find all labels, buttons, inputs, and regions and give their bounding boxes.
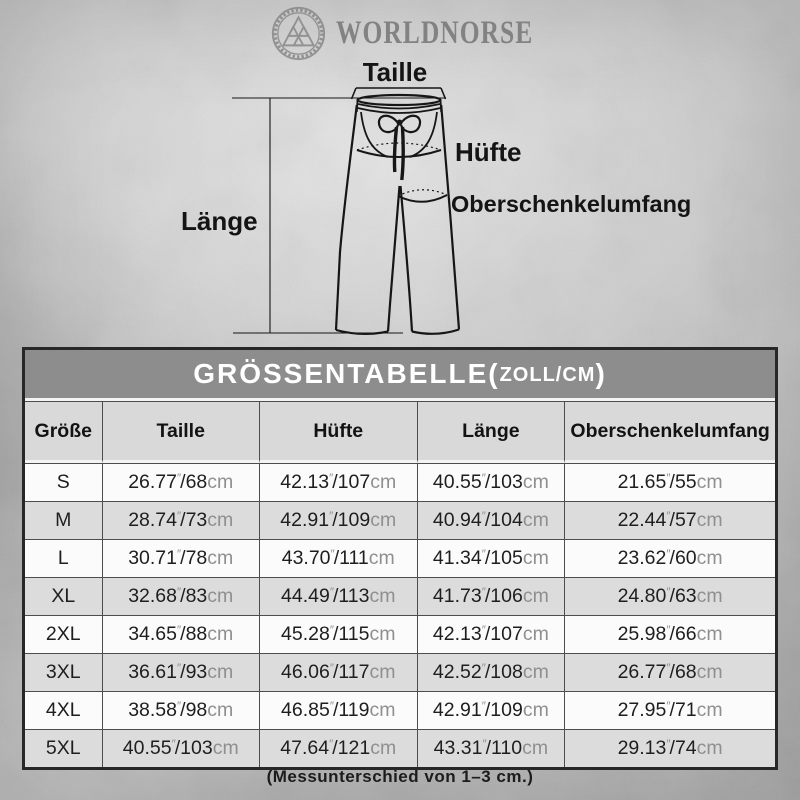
inch-value: 41.34: [432, 547, 482, 569]
inch-value: 43.31: [433, 737, 483, 759]
inch-mark: ″: [177, 699, 181, 713]
value-separator: /: [484, 547, 491, 569]
measure-cell: [259, 615, 417, 653]
cm-value: 117: [338, 661, 370, 683]
cm-value: 68: [674, 661, 697, 683]
measure-cell: [259, 729, 417, 767]
size-cell: XL: [25, 577, 102, 615]
measure-cell: [102, 501, 260, 539]
inch-value: 42.13: [280, 471, 330, 493]
cm-value: 71: [674, 699, 697, 721]
value-separator: /: [669, 471, 675, 493]
inch-value: 34.65: [128, 623, 178, 645]
inch-mark: ″: [171, 737, 175, 751]
inch-mark: ″: [481, 699, 485, 713]
inch-value: 22.44: [617, 509, 667, 531]
value-separator: /: [180, 509, 186, 531]
measure-cell: [259, 463, 417, 501]
cm-value: 93: [185, 661, 208, 683]
measure-cell: [417, 691, 565, 729]
inch-mark: ″: [666, 661, 670, 675]
table-row: [25, 539, 775, 577]
value-separator: /: [332, 623, 339, 645]
measure-cell: [102, 729, 260, 767]
size-table-panel: [22, 347, 778, 770]
table-row: [25, 653, 775, 691]
cm-value: 109: [490, 699, 523, 721]
inch-mark: ″: [329, 737, 333, 751]
inch-value: 42.13: [432, 623, 482, 645]
inch-mark: ″: [329, 623, 333, 637]
inch-value: 29.13: [617, 737, 667, 759]
cm-unit: cm: [369, 661, 396, 683]
measure-cell: [259, 501, 417, 539]
inch-value: 23.62: [617, 547, 667, 569]
cm-unit: cm: [207, 547, 234, 569]
cm-value: 60: [674, 547, 697, 569]
inch-mark: ″: [666, 509, 670, 523]
measure-cell: [259, 653, 417, 691]
table-row: [25, 577, 775, 615]
cm-value: 113: [338, 585, 370, 607]
size-table-body: [25, 463, 775, 767]
cm-unit: cm: [207, 661, 234, 683]
cm-value: 73: [185, 509, 208, 531]
cm-unit: cm: [696, 509, 723, 531]
cm-value: 110: [491, 737, 523, 759]
cm-value: 98: [185, 699, 208, 721]
inch-value: 28.74: [128, 509, 178, 531]
cm-value: 109: [337, 509, 371, 531]
column-header-thigh: Oberschenkelumfang: [564, 401, 775, 463]
cm-unit: cm: [522, 699, 549, 721]
inch-value: 25.98: [617, 623, 667, 645]
value-separator: /: [484, 509, 491, 531]
cm-unit: cm: [696, 623, 723, 645]
inch-value: 45.28: [281, 623, 330, 645]
inch-value: 42.91: [432, 699, 482, 721]
inch-value: 41.73: [432, 585, 482, 607]
cm-value: 78: [185, 547, 208, 569]
inch-value: 42.52: [432, 661, 482, 683]
cm-value: 88: [185, 623, 208, 645]
size-table: [25, 401, 775, 767]
cm-value: 106: [490, 585, 523, 607]
cm-value: 103: [490, 471, 523, 493]
inch-value: 30.71: [128, 547, 178, 569]
inch-mark: ″: [666, 699, 670, 713]
table-header-row: [25, 401, 775, 463]
cm-unit: cm: [696, 585, 723, 607]
inch-value: 32.68: [128, 585, 178, 607]
size-cell: 2XL: [25, 615, 102, 653]
value-separator: /: [484, 471, 491, 493]
thigh-girth-ellipse: [398, 190, 447, 202]
value-separator: /: [484, 585, 491, 607]
value-separator: /: [484, 661, 491, 683]
cm-unit: cm: [370, 509, 397, 531]
inch-value: 46.06: [281, 661, 330, 683]
size-cell: 3XL: [25, 653, 102, 691]
table-title-main: GRÖSSENTABELLE(: [193, 358, 500, 389]
inch-value: 42.91: [280, 509, 330, 531]
inch-mark: ″: [329, 509, 333, 523]
measure-cell: [564, 729, 775, 767]
waist-label: Taille: [362, 57, 428, 87]
measure-cell: [102, 691, 260, 729]
cm-unit: cm: [207, 699, 234, 721]
inch-value: 40.94: [432, 509, 482, 531]
cm-unit: cm: [696, 661, 723, 683]
value-separator: /: [669, 661, 675, 683]
measure-cell: [564, 539, 775, 577]
cm-unit: cm: [522, 737, 549, 759]
measure-cell: [259, 691, 417, 729]
inch-mark: ″: [481, 623, 485, 637]
inch-value: 47.64: [280, 737, 330, 759]
measure-cell: [417, 463, 565, 501]
cm-unit: cm: [207, 623, 234, 645]
measure-cell: [417, 653, 565, 691]
cm-unit: cm: [370, 471, 397, 493]
inch-mark: ″: [666, 737, 670, 751]
table-title-unit: ZOLL/CM: [499, 364, 596, 386]
cm-unit: cm: [212, 737, 239, 759]
inch-mark: ″: [329, 585, 333, 599]
inch-value: 36.61: [128, 661, 178, 683]
inch-mark: ″: [666, 585, 670, 599]
cm-value: 74: [674, 737, 697, 759]
cm-value: 107: [337, 471, 371, 493]
cm-unit: cm: [522, 661, 549, 683]
value-separator: /: [669, 509, 675, 531]
measure-cell: [564, 615, 775, 653]
cm-unit: cm: [370, 737, 397, 759]
inch-mark: ″: [177, 623, 181, 637]
column-header-hip: Hüfte: [259, 401, 417, 463]
inch-mark: ″: [481, 585, 485, 599]
measure-cell: [564, 501, 775, 539]
inch-mark: ″: [481, 471, 485, 485]
value-separator: /: [484, 623, 491, 645]
inch-mark: ″: [666, 623, 670, 637]
inch-value: 24.80: [617, 585, 667, 607]
value-separator: /: [332, 471, 338, 493]
measure-cell: [564, 577, 775, 615]
measure-cell: [564, 653, 775, 691]
cm-unit: cm: [369, 585, 396, 607]
cm-value: 68: [185, 471, 208, 493]
measure-cell: [102, 463, 260, 501]
measure-cell: [564, 691, 775, 729]
measure-cell: [417, 501, 565, 539]
column-header-length: Länge: [417, 401, 565, 463]
inch-mark: ″: [482, 737, 486, 751]
value-separator: /: [180, 623, 186, 645]
cm-unit: cm: [368, 547, 395, 569]
cm-unit: cm: [522, 623, 549, 645]
measure-cell: [102, 577, 260, 615]
inch-mark: ″: [666, 547, 670, 561]
value-separator: /: [332, 699, 339, 721]
cm-value: 119: [338, 699, 370, 721]
cm-value: 103: [180, 737, 213, 759]
cm-unit: cm: [207, 585, 234, 607]
cm-value: 83: [185, 585, 208, 607]
cm-value: 107: [490, 623, 523, 645]
size-cell: S: [25, 463, 102, 501]
table-row: [25, 501, 775, 539]
inch-value: 27.95: [617, 699, 667, 721]
inch-mark: ″: [481, 547, 485, 561]
cm-value: 111: [339, 547, 369, 569]
column-header-size: Größe: [25, 401, 102, 463]
pants-measurement-diagram: [0, 0, 800, 350]
inch-mark: ″: [329, 699, 333, 713]
table-title: [25, 350, 775, 401]
inch-value: 46.85: [281, 699, 330, 721]
measurement-disclaimer: (Messunterschied von 1–3 cm.): [266, 767, 534, 786]
value-separator: /: [484, 699, 491, 721]
inch-mark: ″: [481, 509, 485, 523]
table-row: [25, 691, 775, 729]
measure-cell: [417, 539, 565, 577]
inch-mark: ″: [329, 471, 333, 485]
cm-unit: cm: [696, 737, 723, 759]
value-separator: /: [485, 737, 492, 759]
cm-value: 108: [490, 661, 523, 683]
cm-value: 121: [337, 737, 371, 759]
thigh-label: Oberschenkelumfang: [451, 191, 692, 217]
value-separator: /: [669, 737, 675, 759]
inch-value: 26.77: [617, 661, 667, 683]
value-separator: /: [669, 699, 675, 721]
inch-mark: ″: [666, 471, 670, 485]
value-separator: /: [332, 509, 338, 531]
value-separator: /: [180, 547, 186, 569]
measure-cell: [102, 615, 260, 653]
table-row: [25, 615, 775, 653]
table-title-close: ): [595, 358, 607, 389]
column-header-waist: Taille: [102, 401, 260, 463]
value-separator: /: [332, 737, 338, 759]
inch-mark: ″: [177, 585, 181, 599]
cm-value: 104: [490, 509, 523, 531]
cm-unit: cm: [369, 699, 396, 721]
value-separator: /: [332, 585, 339, 607]
cm-value: 55: [674, 471, 697, 493]
length-label: Länge: [181, 206, 258, 236]
value-separator: /: [332, 661, 339, 683]
cm-value: 57: [674, 509, 697, 531]
measure-cell: [417, 577, 565, 615]
cm-unit: cm: [696, 699, 723, 721]
inch-mark: ″: [177, 661, 181, 675]
size-cell: 5XL: [25, 729, 102, 767]
brand-name: WORLDNORSE: [336, 15, 534, 51]
table-row: [25, 463, 775, 501]
size-cell: M: [25, 501, 102, 539]
measure-cell: [259, 539, 417, 577]
value-separator: /: [669, 623, 675, 645]
hip-girth-ellipse: [357, 143, 441, 157]
value-separator: /: [333, 547, 340, 569]
pants-drawing: [336, 95, 459, 334]
cm-unit: cm: [522, 509, 549, 531]
inch-value: 43.70: [281, 547, 331, 569]
cm-value: 66: [674, 623, 697, 645]
inch-value: 40.55: [432, 471, 482, 493]
measure-cell: [417, 615, 565, 653]
size-cell: L: [25, 539, 102, 577]
size-cell: 4XL: [25, 691, 102, 729]
value-separator: /: [180, 661, 186, 683]
cm-value: 115: [338, 623, 370, 645]
value-separator: /: [669, 585, 675, 607]
cm-unit: cm: [207, 471, 234, 493]
value-separator: /: [180, 585, 186, 607]
measure-cell: [102, 653, 260, 691]
hip-label: Hüfte: [455, 137, 522, 167]
cm-unit: cm: [522, 471, 549, 493]
cm-unit: cm: [369, 623, 396, 645]
cm-unit: cm: [696, 547, 723, 569]
inch-mark: ″: [330, 547, 334, 561]
measure-cell: [417, 729, 565, 767]
cm-unit: cm: [207, 509, 234, 531]
table-row: [25, 729, 775, 767]
inch-value: 21.65: [617, 471, 667, 493]
cm-unit: cm: [522, 547, 549, 569]
inch-mark: ″: [177, 547, 181, 561]
inch-mark: ″: [329, 661, 333, 675]
measure-cell: [564, 463, 775, 501]
inch-mark: ″: [177, 509, 181, 523]
inch-mark: ″: [177, 471, 181, 485]
cm-unit: cm: [696, 471, 723, 493]
inch-value: 40.55: [122, 737, 172, 759]
value-separator: /: [180, 471, 186, 493]
value-separator: /: [180, 699, 186, 721]
inch-mark: ″: [481, 661, 485, 675]
cm-value: 105: [490, 547, 523, 569]
value-separator: /: [174, 737, 181, 759]
measure-cell: [102, 539, 260, 577]
inch-value: 44.49: [281, 585, 330, 607]
measure-cell: [259, 577, 417, 615]
value-separator: /: [669, 547, 675, 569]
cm-value: 63: [674, 585, 697, 607]
inch-value: 26.77: [128, 471, 178, 493]
cm-unit: cm: [522, 585, 549, 607]
inch-value: 38.58: [128, 699, 178, 721]
